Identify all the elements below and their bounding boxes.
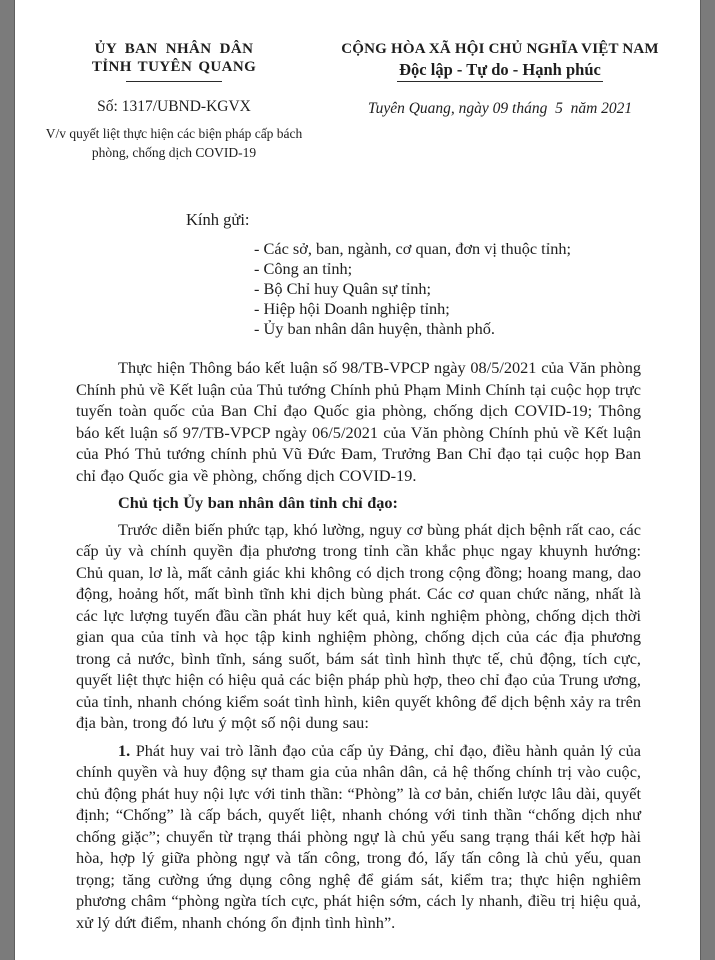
recipient-list: [15, 239, 700, 339]
document-body: [15, 357, 641, 933]
recipient-item: - Công an tỉnh;: [254, 259, 353, 278]
paragraph-basis: Thực hiện Thông báo kết luận số 98/TB-VPCP ngày 08/5/2021 của Văn phòng Chính phủ về Kết luận của Thủ tướng Chính phủ Phạm Minh Chính tại cuộc họp trực tuyến toàn quốc của Ban Chỉ đạo Quốc gia phòng, chống dịch COVID-19; Thông báo kết luận số 97/TB-VPCP ngày 06/5/2021 của Văn phòng Chính phủ về Kết luận của Phó Thủ tướng chính phủ Vũ Đức Đam, Trưởng Ban Chỉ đạo tại cuộc họp Ban chỉ đạo Quốc gia về phòng, chống dịch COVID-19.: [76, 358, 641, 485]
document-number: Số: 1317/UBND-KGVX: [97, 98, 251, 115]
viewer-gutter-left: [0, 0, 14, 960]
place-and-date-line: Tuyên Quang, ngày 09 tháng 5 năm 2021: [367, 100, 633, 117]
document-subject: V/v quyết liệt thực hiện các biện pháp cấp bách phòng, chống dịch COVID-19: [45, 126, 303, 160]
national-motto-text: Độc lập - Tự do - Hạnh phúc: [397, 60, 603, 82]
recipient-item: - Ủy ban nhân dân huyện, thành phố.: [254, 319, 495, 338]
directive-heading: Chủ tịch Ủy ban nhân dân tỉnh chỉ đạo:: [118, 493, 398, 512]
recipient-item: - Bộ Chỉ huy Quân sự tỉnh;: [254, 279, 432, 298]
viewer-gutter-right: [701, 0, 715, 960]
issuing-authority-block: [15, 40, 333, 162]
national-title: CỘNG HÒA XÃ HỘI CHỦ NGHĨA VIỆT NAM: [341, 41, 659, 57]
recipient-item: - Các sở, ban, ngành, cơ quan, đơn vị thuộc tỉnh;: [254, 239, 572, 258]
document-header: [15, 40, 700, 162]
issuing-authority-province: TỈNH TUYÊN QUANG: [91, 59, 257, 75]
item-1-number: 1.: [118, 740, 131, 760]
paragraph-situation: Trước diễn biến phức tạp, khó lường, nguy cơ bùng phát dịch bệnh rất cao, các cấp ủy và chính quyền địa phương trong tỉnh cần khắc phục ngay khuynh hướng: Chủ quan, lơ là, mất cảnh giác khi không có dịch trong cộng đồng; hoang mang, dao động, hoảng hốt, mất bình tĩnh khi dịch bùng phát. Các cơ quan chức năng, nhất là các lực lượng tuyến đầu cần phát huy kết quả, kinh nghiệm phòng, chống dịch thời gian qua của tỉnh và học tập kinh nghiệm phòng, chống dịch của các địa phương trong cả nước, bình tĩnh, sáng suốt, bám sát tình hình thực tế, chủ động, tích cực, quyết liệt thực hiện có hiệu quả các biện pháp phù hợp, theo chỉ đạo của Trung ương, của tỉnh, nhanh chóng kiểm soát tình hình, kiên quyết không để dịch bệnh xảy ra trên địa bàn, trong đó lưu ý một số nội dung sau:: [76, 519, 641, 732]
authority-underline-rule: [126, 81, 222, 82]
national-motto: [333, 60, 667, 82]
document-page: [14, 0, 701, 960]
issuing-authority-name: ỦY BAN NHÂN DÂN: [94, 41, 254, 57]
salutation-label: Kính gửi:: [186, 210, 250, 229]
recipient-item: - Hiệp hội Doanh nghiệp tỉnh;: [254, 299, 450, 318]
paragraph-item-1: [76, 740, 641, 934]
national-motto-block: [333, 40, 667, 162]
item-1-text: Phát huy vai trò lãnh đạo của cấp ủy Đảng, chỉ đạo, điều hành quản lý của chính quyền và huy động sự tham gia của nhân dân, cả hệ thống chính trị vào cuộc, chủ động phát huy nội lực với tinh thần: “Phòng” là cơ bản, chiến lược lâu dài, quyết định; “Chống” là cấp bách, quyết liệt, nhanh chóng với tinh thần “chống dịch như chống giặc”; chuyển từ trạng thái phòng ngự là chủ yếu sang trạng thái kết hợp hài hòa, hợp lý giữa phòng ngự và tấn công, trong đó, lấy tấn công là chủ yếu, quan trọng; tăng cường ứng dụng công nghệ để giám sát, kiểm tra; thực hiện nghiêm phương châm “phòng ngừa tích cực, phát hiện sớm, cách ly nhanh, điều trị hiệu quả, xử lý dứt điểm, nhanh chóng ổn định tình hình”.: [76, 740, 641, 932]
salutation-block: [15, 210, 700, 339]
